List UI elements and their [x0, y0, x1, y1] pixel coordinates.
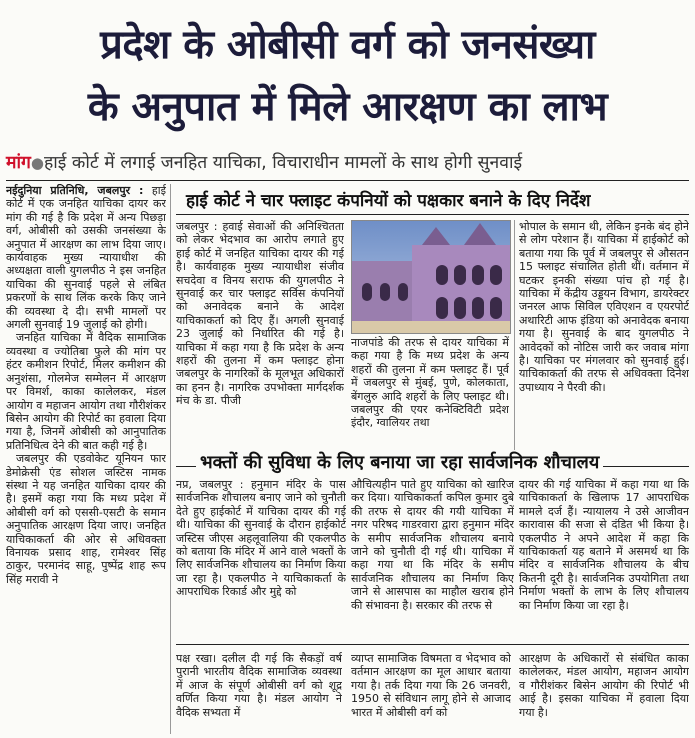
flight-col-1-text: जबलपुर : हवाई सेवाओं की अनिश्चितता को लेकर भेदभाव का आरोप लगाते हुए हाई कोर्ट में जनहित याचिका दायर की गई है। कार्यवाहक मुख्य न्यायाधीश संजीव सचदेवा व विनय सराफ की युगलपीठ ने सुनवाई कर चार फ्लाइट सर्विस कंपनियों को अनावेदक बनाने के आदेश याचिकाकर्ता को दिए हैं। अगली सुनवाई 23 जुलाई को निर्धारित की गई है। याचिका में कहा गया है कि प्रदेश के अन्य शहरों की तुलना में कम फ्लाइट होना जबलपुर के नागरिकों के मूलभूत अधिकारों का हनन है। नागरिक उपभोक्ता मार्गदर्शक मंच के डा. पीजी	[176, 220, 344, 408]
headline-line-1: प्रदेश के ओबीसी वर्ग को जनसंख्या	[100, 22, 595, 68]
main-story-column-1	[6, 184, 166, 736]
toilet-headline: भक्तों की सुविधा के लिए बनाया जा रहा सार्वजनिक शौचालय	[196, 450, 603, 474]
divider	[176, 644, 689, 645]
column-divider	[514, 220, 515, 460]
bullet-icon: ●	[30, 154, 44, 172]
main-cont-3: व्याप्त सामाजिक विषमता व भेदभाव को वर्तमान आरक्षण का मूल आधार बताया गया है। तर्क दिया गया कि 26 जनवरी, 1950 से संविधान लागू होने से आजाद भारत में ओबीसी वर्ग को	[351, 652, 511, 719]
high-court-photo	[351, 220, 511, 334]
flight-column-1	[176, 220, 344, 462]
column-divider	[170, 184, 171, 734]
main-cont-4: आरक्षण के अधिकारों से संबंधित काका कालेलकर, मंडल आयोग, महाजन आयोग व गौरीशंकर बिसेन आयोग की रिपोर्ट भी आई है। इसका याचिका में हवाला दिया गया है।	[519, 652, 689, 719]
main-story-column-3	[351, 652, 511, 736]
dateline: नईदुनिया प्रतिनिधि, जबलपुर :	[6, 184, 144, 197]
subheadline	[6, 150, 691, 174]
toilet-col-2-text: औचित्यहीन पाते हुए याचिका को खारिज कर दिया। याचिकाकर्ता कपिल कुमार दुबे की तरफ से दायर की गयी याचिका में नगर परिषद गाडरवारा द्वारा हनुमान मंदिर के समीप सार्वजनिक शौचालय बनाये जाने को चुनौती दी गई थी। याचिका में कहा गया था कि मंदिर के समीप सार्वजनिक शौचालय का निर्माण किए जाने से आसपास का माहौल खराब होने की संभावना है। सरकार की तरफ से	[351, 478, 514, 612]
main-para-3: जबलपुर की एडवोकेट यूनियन फार डेमोक्रेसी एंड सोशल जस्टिस नामक संस्था ने यह जनहित याचिका दायर की है। इसमें कहा गया कि मध्य प्रदेश में ओबीसी वर्ग को एससी-एसटी के समान अनुपातिक आरक्षण दिया जाए। जनहित याचिकाकर्ता की ओर से अधिवक्ता विनायक प्रसाद शाह, रामेश्वर सिंह ठाकुर, परमानंद साहू, पुष्पेंद्र शाह रूप सिंह मरावी ने	[6, 452, 166, 586]
flight-column-3	[519, 220, 689, 462]
flight-col-3-text: भोपाल के समान थी, लेकिन इनके बंद होने से लोग परेशान हैं। याचिका में हाईकोर्ट को बताया गया कि पूर्व में जबलपुर से औसतन 15 फ्लाइट संचालित होती थीं। वर्तमान में घटकर इनकी संख्या पांच हो गई है। याचिका में केंद्रीय उड्डयन विभाग, डायरेक्टर जनरल आफ सिविल एविएशन व एयरपोर्ट अथारिटी आफ इंडिया को अनावेदक बनाया गया है। सुनवाई के बाद युगलपीठ ने आवेदकों को नोटिस जारी कर जवाब मांगा है। याचिका पर मंगलवार को सुनवाई हुई। याचिकाकर्ता की तरफ से अधिवक्ता दिनेश उपाध्याय ने पैरवी की।	[519, 220, 689, 394]
flight-col-2-text: नाजपांडे की तरफ से दायर याचिका में कहा गया है कि मध्य प्रदेश के अन्य शहरों की तुलना में कम फ्लाइट हैं। पूर्व में जबलपुर से मुंबई, पुणे, कोलकाता, बेंगलुरु आदि शहरों के लिए फ्लाइट थी। जबलपुर की एयर कनेक्टिविटी प्रदेश इंदौर, ग्वालियर तथा	[351, 336, 509, 430]
toilet-column-1	[176, 478, 346, 638]
headline-line-2: के अनुपात में मिले आरक्षण का लाभ	[87, 84, 608, 130]
subheadline-tag: मांग	[6, 153, 31, 173]
toilet-column-3	[519, 478, 689, 638]
main-story-column-4	[519, 652, 689, 736]
main-story-column-2	[176, 652, 342, 736]
toilet-col-3-text: दायर की गई याचिका में कहा गया था कि याचिकाकर्ता के खिलाफ 17 आपराधिक मामले दर्ज हैं। न्यायालय ने उसे आजीवन कारावास की सजा से दंडित भी किया है। एकलपीठ ने अपने आदेश में कहा कि याचिकाकर्ता यह बताने में असमर्थ था कि मंदिर व सार्वजनिक शौचालय के बीच कितनी दूरी है। सार्वजनिक उपयोगिता तथा निर्माण भक्तों के लाभ के लिए शौचालय का निर्माण किया जा रहा है।	[519, 478, 689, 612]
main-para-2: जनहित याचिका में वैदिक सामाजिक व्यवस्था व ज्योतिबा फुले की मांग पर हंटर कमीशन रिपोर्ट, मिलर कमीशन की अनुशंसा, गोलमेज सम्मेलन में आरक्षण पर विमर्श, काका कालेलकर, मंडल आयोग व महाजन आयोग तथा गौरीशंकर बिसेन आयोग की रिपोर्ट का हवाला दिया गया है, जिनमें ओबीसी को आनुपातिक प्रतिनिधित्व देने की बात कही गई है।	[6, 331, 166, 452]
subheadline-text: हाई कोर्ट में लगाई जनहित याचिका, विचाराधीन मामलों के साथ होगी सुनवाई	[43, 153, 523, 173]
divider	[6, 180, 689, 181]
main-cont-2: पक्ष रखा। दलील दी गई कि सैकड़ों वर्ष पुरानी भारतीय वैदिक सामाजिक व्यवस्था में आज के संपूर्ण ओबीसी वर्ग को शूद्र वर्णित किया गया है। मंडल आयोग ने वैदिक सभ्यता में	[176, 652, 342, 719]
flight-headline: हाई कोर्ट ने चार फ्लाइट कंपनियों को पक्षकार बनाने के दिए निर्देश	[186, 191, 591, 211]
toilet-column-2	[351, 478, 514, 638]
flight-column-2	[351, 336, 509, 462]
divider	[176, 214, 689, 215]
toilet-col-1-text: नप्र, जबलपुर : हनुमान मंदिर के पास सार्वजनिक शौचालय बनाए जाने को चुनौती देते हुए हाईकोर्ट में याचिका दायर की गई थी। याचिका की सुनवाई के दौरान हाईकोर्ट जस्टिस जीएस अहलूवालिया की एकलपीठ को बताया कि मंदिर में आने वाले भक्तों के लिए सार्वजनिक शौचालय का निर्माण किया जा रहा है। एकलपीठ ने याचिकाकर्ता के आपराधिक रिकार्ड और मुद्दे को	[176, 478, 346, 599]
main-para-1: हाई कोर्ट में एक जनहित याचिका दायर कर मांग की गई है कि प्रदेश में अन्य पिछड़ा वर्ग, ओबीसी को उसकी जनसंख्या के अनुपात में आरक्षण का लाभ दिया जाए। कार्यवाहक मुख्य न्यायाधीश की अध्यक्षता वाली युगलपीठ ने इस जनहित याचिका की सुनवाई पहले से लंबित प्रकरणों के साथ लिंक करके किए जाने की व्यवस्था दे दी। सभी मामलों पर अगली सुनवाई 19 जुलाई को होगी।	[6, 184, 166, 332]
